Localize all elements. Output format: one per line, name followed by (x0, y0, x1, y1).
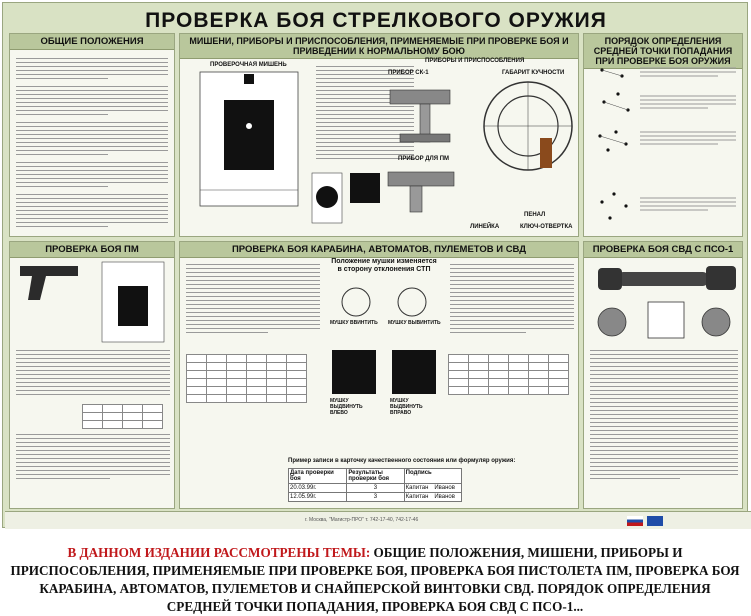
panel-mpi-title: ПОРЯДОК ОПРЕДЕЛЕНИЯ СРЕДНЕЙ ТОЧКИ ПОПАДАНИЯ ПРИ ПРОВЕРКЕ БОЯ ОРУЖИЯ (584, 34, 742, 69)
record-date: 12.05.99г. (290, 494, 317, 500)
svd-text (584, 346, 744, 506)
screw-out-label: МУШКУ ВЫВИНТИТЬ (388, 320, 441, 326)
device-pm-label: ПРИБОР ДЛЯ ПМ (398, 156, 450, 162)
panel-targets-title: МИШЕНИ, ПРИБОРЫ И ПРИСПОСОБЛЕНИЯ, ПРИМЕНЯЕМЫЕ ПРИ ПРОВЕРКЕ БОЯ И ПРИВЕДЕНИИ К НОРМАЛЬНОМУ БОЮ (180, 34, 578, 59)
carbine-text-right (444, 260, 580, 360)
shift-left-label: МУШКУ ВЫДВИНУТЬ ВЛЕВО (330, 398, 363, 416)
panel-pm (9, 241, 175, 509)
record-rank: Капитан (404, 493, 434, 501)
case-label: ПЕНАЛ (524, 212, 546, 218)
carbine-table-right (448, 354, 569, 395)
record-date: 20.03.99г. (290, 485, 317, 491)
panel-mpi (583, 33, 743, 237)
record-title: Пример записи в карточку качественного состояния или формуляр оружия: (288, 458, 516, 464)
record-name: Иванов (434, 494, 455, 500)
publisher-info: г. Москва, "Магистр-ПРО" т. 742-17-40, 742-17-46 (305, 517, 419, 523)
record-col-sign: Подпись (404, 469, 461, 483)
record-table (288, 468, 462, 502)
screw-in-label: МУШКУ ВВИНТИТЬ (330, 320, 378, 326)
device-sk-label: ПРИБОР СК-1 (388, 70, 429, 76)
pistol-image (16, 260, 86, 304)
poster-footer (5, 511, 751, 529)
topics-caption (8, 544, 742, 616)
panel-svd (583, 241, 743, 509)
check-target-image (194, 70, 304, 210)
carbine-table-left (186, 354, 307, 403)
pso-scope-image (588, 258, 740, 344)
key-label: КЛЮЧ-ОТВЕРТКА (520, 224, 573, 230)
record-result: 3 (346, 484, 403, 492)
panel-general (9, 33, 175, 237)
shift-right-label: МУШКУ ВЫДВИНУТЬ ВПРАВО (390, 398, 423, 416)
gauge-label: ГАБАРИТ КУЧНОСТИ (502, 70, 565, 76)
record-col-result: Результаты проверки боя (346, 469, 403, 483)
panel-general-title: ОБЩИЕ ПОЛОЖЕНИЯ (10, 34, 174, 50)
flag-badge (627, 516, 643, 526)
topics-caption-lead: В ДАННОМ ИЗДАНИИ РАССМОТРЕНЫ ТЕМЫ: (67, 545, 371, 560)
front-sight-title: Положение мушки изменяется в сторону отклонения СТП (331, 258, 437, 273)
devices-label: ПРИБОРЫ И ПРИСПОСОБЛЕНИЯ (425, 58, 525, 64)
poster-title: ПРОВЕРКА БОЯ СТРЕЛКОВОГО ОРУЖИЯ (145, 9, 607, 32)
poster (2, 2, 748, 528)
panel-svd-title: ПРОВЕРКА БОЯ СВД С ПСО-1 (584, 242, 742, 258)
device-sk-image (380, 80, 470, 150)
device-pm-image (380, 164, 470, 219)
panel-targets (179, 33, 579, 237)
target-label: ПРОВЕРОЧНАЯ МИШЕНЬ (210, 62, 287, 68)
record-col-date: Дата проверки боя (290, 470, 334, 482)
gauge-image (480, 78, 576, 174)
record-rank: Капитан (404, 484, 434, 492)
publisher-logo (647, 516, 663, 526)
panel-carbine-title: ПРОВЕРКА БОЯ КАРАБИНА, АВТОМАТОВ, ПУЛЕМЕТОВ И СВД (180, 242, 578, 258)
panel-pm-title: ПРОВЕРКА БОЯ ПМ (10, 242, 174, 258)
record-result: 3 (346, 493, 403, 501)
pm-target-image (100, 260, 166, 344)
record-row (289, 493, 461, 501)
record-row (289, 484, 461, 493)
pm-text (10, 346, 176, 506)
record-name: Иванов (434, 485, 455, 491)
topics-caption-body: ОБЩИЕ ПОЛОЖЕНИЯ, МИШЕНИ, ПРИБОРЫ И ПРИСПОСОБЛЕНИЯ, ПРИМЕНЯЕМЫЕ ПРИ ПРОВЕРКЕ БОЯ, ПРОВЕРКА БОЯ ПИСТОЛЕТА ПМ, ПРОВЕРКА БОЯ КАРАБИНА, АВТОМАТОВ, ПУЛЕМЕТОВ И СНАЙПЕРСКОЙ ВИНТОВКИ СВД. ПОРЯДОК ОПРЕДЕЛЕНИЯ СРЕДНЕЙ ТОЧКИ ПОПАДАНИЯ, ПРОВЕРКА БОЯ СВД С ПСО-1... (10, 545, 740, 614)
front-sight-diagrams (326, 282, 442, 442)
mpi-diagrams-image (588, 62, 740, 234)
panel-carbine (179, 241, 579, 509)
ruler-label: ЛИНЕЙКА (470, 224, 500, 230)
